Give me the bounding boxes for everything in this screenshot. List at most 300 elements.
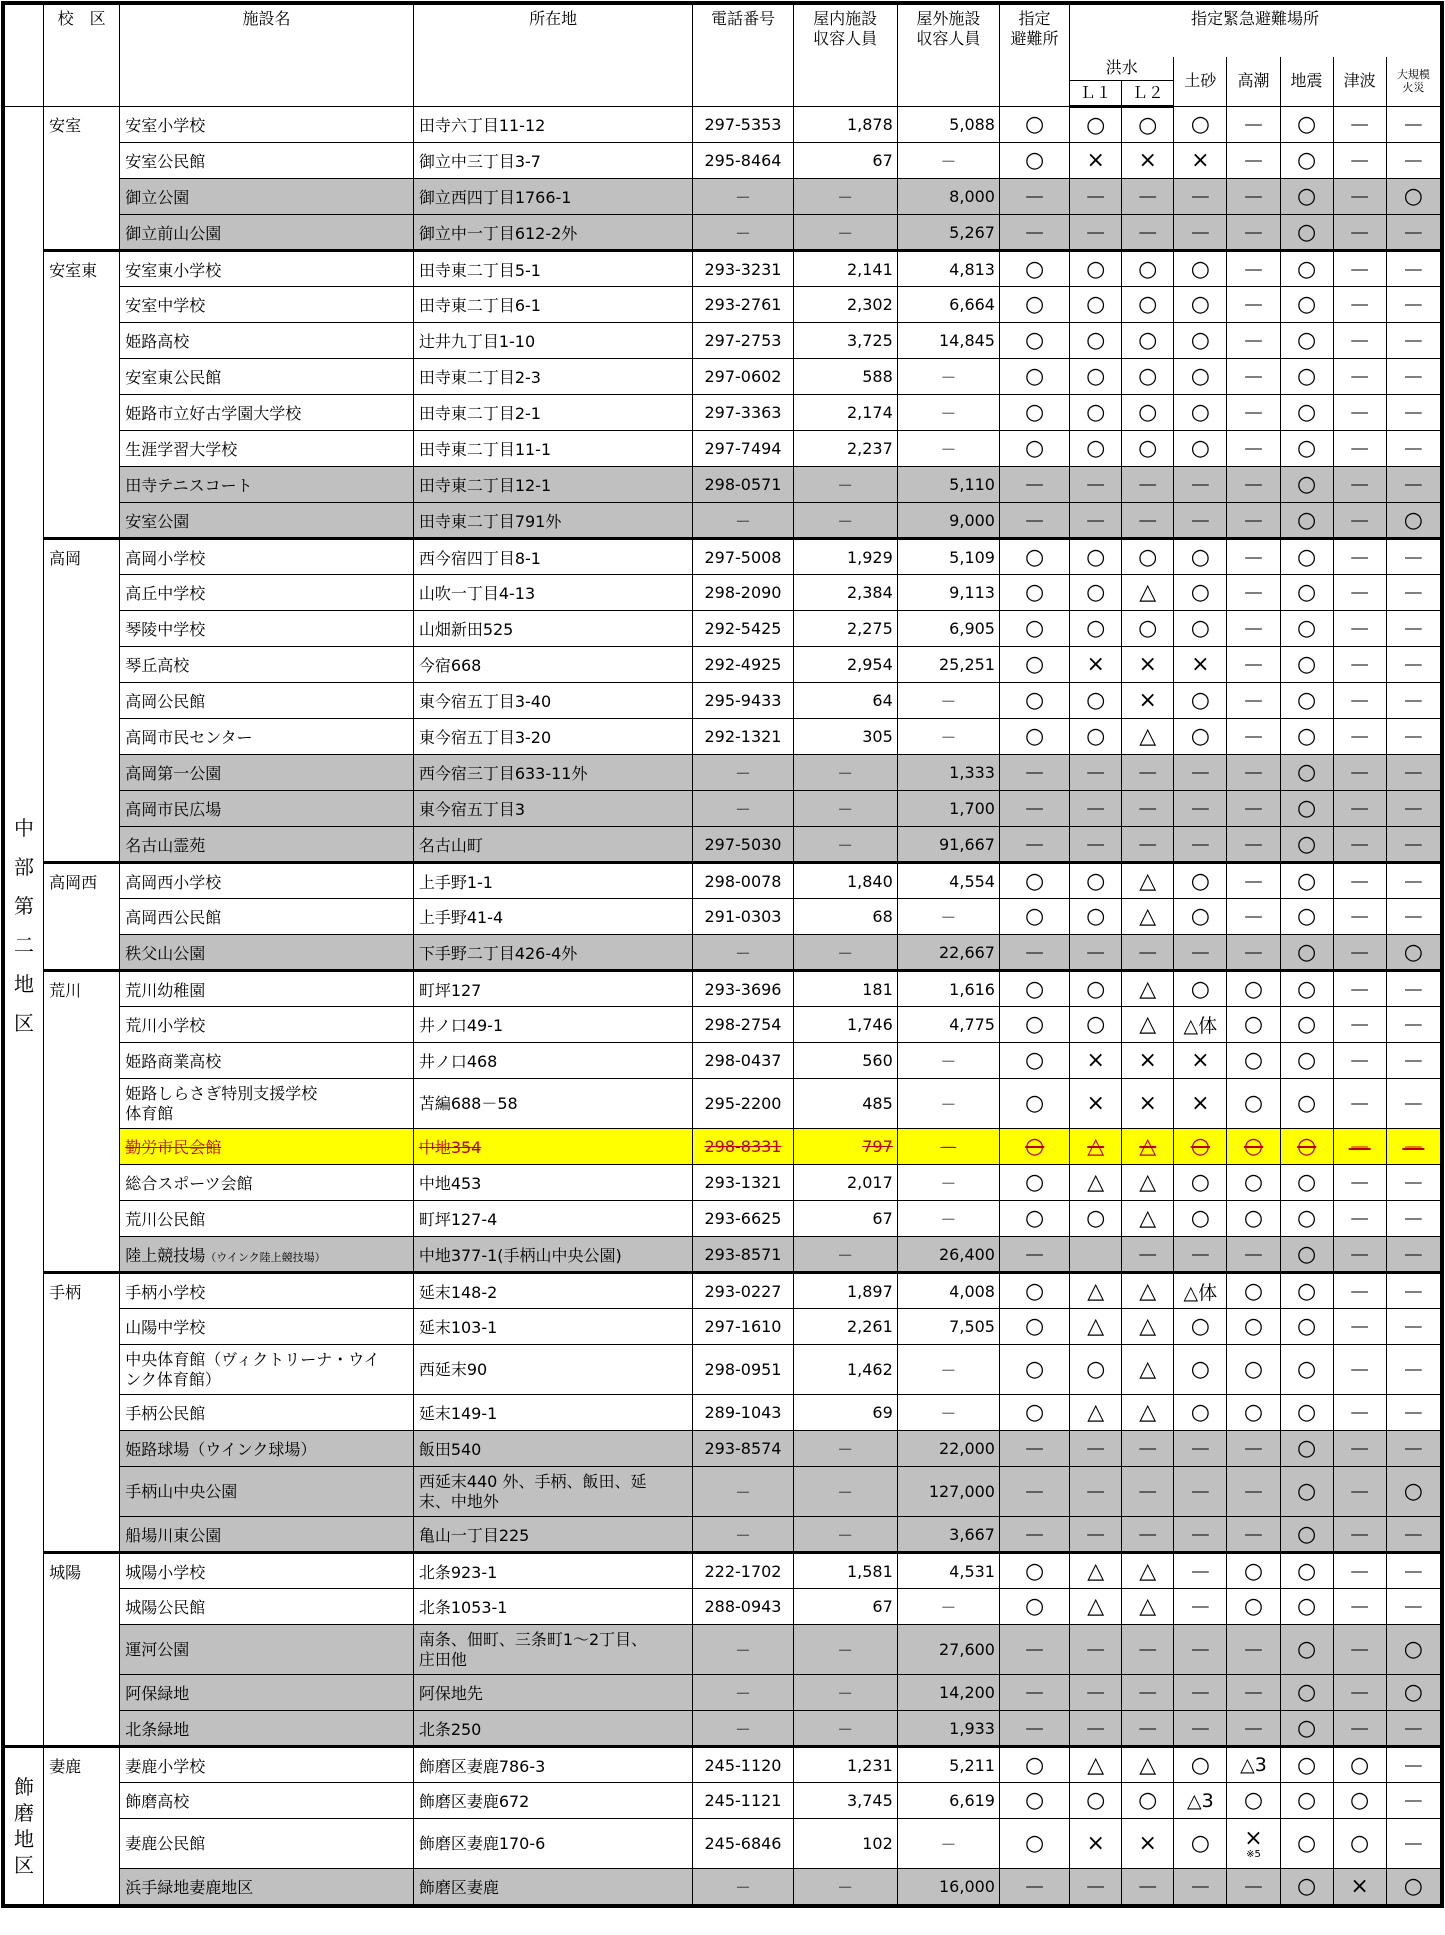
facility-name bbox=[120, 1079, 414, 1129]
earthquake-mark-value: ○ bbox=[1296, 1400, 1317, 1425]
landslide-mark bbox=[1174, 683, 1227, 719]
table-row bbox=[5, 863, 1441, 899]
table-row bbox=[5, 539, 1441, 575]
earthquake-mark bbox=[1280, 395, 1333, 431]
indoor-capacity: 181 bbox=[793, 971, 897, 1007]
landslide-mark bbox=[1174, 1129, 1227, 1165]
flood-l1-mark-value: × bbox=[1086, 652, 1105, 677]
storm-surge-mark bbox=[1227, 1589, 1280, 1625]
facility-name bbox=[120, 1553, 414, 1589]
facility-name-text: 阿保緑地 bbox=[125, 1684, 190, 1703]
flood-l2-mark-value: ○ bbox=[1138, 1788, 1158, 1813]
flood-l2-mark bbox=[1122, 899, 1174, 935]
facility-name bbox=[120, 1273, 414, 1309]
designated-mark-value: ○ bbox=[1024, 1752, 1045, 1778]
table-row bbox=[5, 287, 1441, 323]
landslide-mark bbox=[1174, 1783, 1227, 1819]
facility-name-text: 姫路市立好古学園大学校 bbox=[125, 404, 302, 423]
facility-phone: 292-4925 bbox=[693, 647, 793, 683]
facility-name bbox=[120, 1201, 414, 1237]
large-fire-mark bbox=[1386, 1819, 1440, 1869]
landslide-mark-value: ○ bbox=[1190, 1752, 1210, 1778]
earthquake-mark-value: ○ bbox=[1296, 796, 1317, 821]
flood-l1-mark-value: ○ bbox=[1086, 292, 1106, 317]
designated-mark bbox=[999, 1819, 1069, 1869]
designated-mark-value: ○ bbox=[1024, 112, 1045, 137]
flood-l2-mark bbox=[1122, 827, 1174, 863]
facility-name bbox=[120, 1467, 414, 1517]
designated-mark-value: － bbox=[1023, 1438, 1046, 1463]
facility-name-text: 山陽中学校 bbox=[125, 1318, 206, 1337]
flood-l2-mark bbox=[1122, 611, 1174, 647]
storm-surge-mark bbox=[1227, 1869, 1280, 1905]
earthquake-mark-value: ○ bbox=[1296, 400, 1317, 425]
large-fire-mark bbox=[1386, 1345, 1440, 1395]
designated-mark-value: ○ bbox=[1024, 1278, 1045, 1304]
designated-mark-value: ○ bbox=[1024, 1831, 1045, 1856]
storm-surge-mark-value: － bbox=[1242, 366, 1265, 391]
storm-surge-mark bbox=[1227, 1431, 1280, 1467]
tsunami-mark-value: － bbox=[1348, 1639, 1371, 1664]
facility-name bbox=[120, 1783, 414, 1819]
indoor-capacity: 1,929 bbox=[793, 539, 897, 575]
outdoor-capacity: － bbox=[897, 1589, 999, 1625]
facility-phone: 298-8331 bbox=[693, 1129, 793, 1165]
storm-surge-mark-value: － bbox=[1242, 1876, 1265, 1901]
facility-phone: 293-2761 bbox=[693, 287, 793, 323]
tsunami-mark-value: × bbox=[1350, 1874, 1369, 1899]
storm-surge-mark-value: － bbox=[1242, 870, 1265, 896]
earthquake-mark bbox=[1280, 359, 1333, 395]
header-designated-shelter: 指定 避難所 bbox=[999, 5, 1069, 107]
storm-surge-mark bbox=[1227, 251, 1280, 287]
large-fire-mark-value: ○ bbox=[1403, 939, 1423, 965]
table-row bbox=[5, 1309, 1441, 1345]
tsunami-mark-value: － bbox=[1348, 294, 1371, 319]
flood-l2-mark bbox=[1122, 1819, 1174, 1869]
earthquake-mark-value: ○ bbox=[1296, 939, 1317, 965]
storm-surge-mark bbox=[1227, 359, 1280, 395]
tsunami-mark bbox=[1333, 1589, 1386, 1625]
facility-name bbox=[120, 1819, 414, 1869]
outdoor-capacity: － bbox=[897, 431, 999, 467]
facility-phone: 293-3231 bbox=[693, 251, 793, 287]
tsunami-mark bbox=[1333, 1079, 1386, 1129]
landslide-mark bbox=[1174, 143, 1227, 179]
earthquake-mark-value: ○ bbox=[1296, 1206, 1317, 1231]
table-row bbox=[5, 179, 1441, 215]
designated-mark bbox=[999, 1869, 1069, 1905]
indoor-capacity: 67 bbox=[793, 1589, 897, 1625]
flood-l2-mark bbox=[1122, 215, 1174, 251]
facility-phone: 297-7494 bbox=[693, 431, 793, 467]
facility-name bbox=[120, 1129, 414, 1165]
earthquake-mark bbox=[1280, 143, 1333, 179]
facility-name-text: 高岡市民広場 bbox=[125, 800, 222, 819]
large-fire-mark bbox=[1386, 323, 1440, 359]
district-cell: 中 部 第 二 地 区 bbox=[5, 107, 44, 1747]
flood-l1-mark-value: ○ bbox=[1086, 400, 1106, 425]
facility-address: 東今宿五丁目3-20 bbox=[413, 719, 693, 755]
landslide-mark bbox=[1174, 503, 1227, 539]
designated-mark-value: － bbox=[1023, 1682, 1046, 1707]
facility-address: 山吹一丁目4-13 bbox=[413, 575, 693, 611]
earthquake-mark bbox=[1280, 611, 1333, 647]
flood-l2-mark bbox=[1122, 1589, 1174, 1625]
facility-phone: 293-8574 bbox=[693, 1431, 793, 1467]
storm-surge-mark-value: － bbox=[1242, 509, 1265, 535]
flood-l2-mark-value: △ bbox=[1139, 1206, 1157, 1231]
landslide-mark bbox=[1174, 359, 1227, 395]
facility-address: 中地354 bbox=[413, 1129, 693, 1165]
landslide-mark-value: ○ bbox=[1190, 1831, 1210, 1856]
earthquake-mark bbox=[1280, 575, 1333, 611]
earthquake-mark-value: ○ bbox=[1296, 436, 1317, 461]
large-fire-mark bbox=[1386, 611, 1440, 647]
large-fire-mark-value: － bbox=[1402, 1359, 1425, 1384]
flood-l1-mark bbox=[1070, 935, 1122, 971]
facility-name-text: 御立公園 bbox=[125, 188, 190, 207]
earthquake-mark-value: ○ bbox=[1296, 1788, 1317, 1813]
tsunami-mark-value: － bbox=[1348, 221, 1371, 247]
table-row bbox=[5, 1625, 1441, 1675]
flood-l2-mark bbox=[1122, 323, 1174, 359]
landslide-mark-value: ○ bbox=[1190, 868, 1210, 894]
storm-surge-mark bbox=[1227, 1467, 1280, 1517]
facility-name-text: 手柄小学校 bbox=[125, 1282, 206, 1302]
table-row bbox=[5, 683, 1441, 719]
outdoor-capacity: 1,700 bbox=[897, 791, 999, 827]
facility-name-text: 高岡西小学校 bbox=[125, 872, 222, 892]
landslide-mark-value: ○ bbox=[1190, 1314, 1210, 1339]
flood-l2-mark-value: － bbox=[1136, 941, 1159, 967]
earthquake-mark bbox=[1280, 1553, 1333, 1589]
outdoor-capacity: 22,667 bbox=[897, 935, 999, 971]
indoor-capacity: 2,384 bbox=[793, 575, 897, 611]
designated-mark-value: － bbox=[1023, 798, 1046, 823]
facility-address: 北条250 bbox=[413, 1711, 693, 1747]
earthquake-mark-value: ○ bbox=[1296, 364, 1317, 389]
earthquake-mark-value: ○ bbox=[1296, 292, 1317, 317]
tsunami-mark bbox=[1333, 1517, 1386, 1553]
large-fire-mark bbox=[1386, 1589, 1440, 1625]
flood-l2-mark-value: ○ bbox=[1138, 112, 1158, 138]
flood-l1-mark bbox=[1070, 467, 1122, 503]
earthquake-mark bbox=[1280, 1345, 1333, 1395]
earthquake-mark bbox=[1280, 1079, 1333, 1129]
facility-name-text: 秩父山公園 bbox=[125, 943, 206, 963]
tsunami-mark-value: － bbox=[1348, 330, 1371, 355]
school-district-cell: 高岡 bbox=[44, 539, 120, 863]
facility-phone: 295-2200 bbox=[693, 1079, 793, 1129]
facility-address: 田寺東二丁目11-1 bbox=[413, 431, 693, 467]
tsunami-mark bbox=[1333, 971, 1386, 1007]
table-row bbox=[5, 1553, 1441, 1589]
facility-phone: 295-9433 bbox=[693, 683, 793, 719]
outdoor-capacity: － bbox=[897, 359, 999, 395]
large-fire-mark bbox=[1386, 1273, 1440, 1309]
storm-surge-mark-value: ○ bbox=[1243, 1558, 1264, 1584]
flood-l2-mark bbox=[1122, 1711, 1174, 1747]
flood-l2-mark bbox=[1122, 1201, 1174, 1237]
landslide-mark bbox=[1174, 1819, 1227, 1869]
outdoor-capacity: 8,000 bbox=[897, 179, 999, 215]
earthquake-mark-value: ○ bbox=[1296, 1874, 1317, 1899]
indoor-capacity: 588 bbox=[793, 359, 897, 395]
designated-mark-value: － bbox=[1023, 1243, 1046, 1269]
designated-mark bbox=[999, 1007, 1069, 1043]
facility-name-text: 名古山霊苑 bbox=[125, 835, 206, 855]
facility-phone: － bbox=[693, 755, 793, 791]
indoor-capacity: － bbox=[793, 791, 897, 827]
tsunami-mark-value: － bbox=[1348, 762, 1371, 787]
tsunami-mark bbox=[1333, 755, 1386, 791]
tsunami-mark-value: － bbox=[1348, 258, 1371, 284]
earthquake-mark bbox=[1280, 971, 1333, 1007]
flood-l1-mark-value: ○ bbox=[1086, 976, 1106, 1002]
flood-l1-mark bbox=[1070, 575, 1122, 611]
flood-l2-mark bbox=[1122, 1747, 1174, 1783]
flood-l1-mark-value: ○ bbox=[1086, 868, 1106, 894]
tsunami-mark-value: － bbox=[1348, 1316, 1371, 1341]
large-fire-mark bbox=[1386, 1043, 1440, 1079]
designated-mark-value: ○ bbox=[1024, 1314, 1045, 1339]
facility-phone: 291-0303 bbox=[693, 899, 793, 935]
table-row bbox=[5, 1273, 1441, 1309]
outdoor-capacity: 6,905 bbox=[897, 611, 999, 647]
landslide-mark bbox=[1174, 719, 1227, 755]
facility-address: 田寺東二丁目2-3 bbox=[413, 359, 693, 395]
flood-l1-mark-value: × bbox=[1086, 1048, 1105, 1073]
flood-l1-mark bbox=[1070, 359, 1122, 395]
flood-l2-mark-value: － bbox=[1136, 221, 1159, 247]
tsunami-mark bbox=[1333, 395, 1386, 431]
indoor-capacity: 2,141 bbox=[793, 251, 897, 287]
tsunami-mark bbox=[1333, 1007, 1386, 1043]
tsunami-mark-value: － bbox=[1348, 1682, 1371, 1707]
table-row bbox=[5, 431, 1441, 467]
tsunami-mark-value: － bbox=[1348, 906, 1371, 931]
landslide-mark bbox=[1174, 179, 1227, 215]
flood-l1-mark-value: ○ bbox=[1086, 1206, 1106, 1231]
flood-l1-mark bbox=[1070, 1129, 1122, 1165]
tsunami-mark-value: － bbox=[1348, 1280, 1371, 1306]
large-fire-mark bbox=[1386, 1517, 1440, 1553]
facility-address: 飾磨区妻鹿672 bbox=[413, 1783, 693, 1819]
facility-address: 西延末90 bbox=[413, 1345, 693, 1395]
landslide-mark bbox=[1174, 1517, 1227, 1553]
large-fire-mark bbox=[1386, 1237, 1440, 1273]
large-fire-mark-value: － bbox=[1402, 330, 1425, 355]
flood-l2-mark-value: △ bbox=[1139, 724, 1157, 749]
outdoor-capacity: 4,531 bbox=[897, 1553, 999, 1589]
earthquake-mark bbox=[1280, 1675, 1333, 1711]
flood-l2-mark bbox=[1122, 1345, 1174, 1395]
tsunami-mark-value: － bbox=[1348, 1596, 1371, 1621]
storm-surge-mark-value: － bbox=[1242, 654, 1265, 679]
facility-phone: － bbox=[693, 1711, 793, 1747]
storm-surge-mark bbox=[1227, 971, 1280, 1007]
designated-mark-value: － bbox=[1023, 833, 1046, 859]
large-fire-mark bbox=[1386, 143, 1440, 179]
earthquake-mark-value: ○ bbox=[1296, 760, 1317, 785]
storm-surge-mark bbox=[1227, 1237, 1280, 1273]
facility-phone: － bbox=[693, 215, 793, 251]
flood-l2-mark-value: ○ bbox=[1138, 256, 1158, 282]
landslide-mark-value: × bbox=[1191, 148, 1210, 173]
facility-phone: 298-0078 bbox=[693, 863, 793, 899]
outdoor-capacity: 5,267 bbox=[897, 215, 999, 251]
large-fire-mark-value: ○ bbox=[1403, 1874, 1423, 1899]
table-row bbox=[5, 827, 1441, 863]
tsunami-mark bbox=[1333, 1869, 1386, 1905]
flood-l2-mark bbox=[1122, 1273, 1174, 1309]
storm-surge-mark bbox=[1227, 143, 1280, 179]
landslide-mark-value: ○ bbox=[1190, 256, 1210, 282]
facility-phone: － bbox=[693, 503, 793, 539]
header-facility: 施設名 bbox=[120, 5, 414, 107]
large-fire-mark-value: － bbox=[1402, 1316, 1425, 1341]
large-fire-mark-value: － bbox=[1402, 906, 1425, 931]
designated-mark bbox=[999, 683, 1069, 719]
table-row bbox=[5, 647, 1441, 683]
indoor-capacity: 64 bbox=[793, 683, 897, 719]
flood-l2-mark bbox=[1122, 1395, 1174, 1431]
large-fire-mark bbox=[1386, 1309, 1440, 1345]
outdoor-capacity: 127,000 bbox=[897, 1467, 999, 1517]
facility-name bbox=[120, 683, 414, 719]
indoor-capacity: － bbox=[793, 827, 897, 863]
earthquake-mark bbox=[1280, 1589, 1333, 1625]
earthquake-mark bbox=[1280, 683, 1333, 719]
facility-name-text: 琴丘高校 bbox=[125, 656, 190, 675]
earthquake-mark bbox=[1280, 431, 1333, 467]
landslide-mark-value: △3 bbox=[1187, 1789, 1214, 1812]
large-fire-mark-value: － bbox=[1402, 1172, 1425, 1197]
flood-l2-mark-value: × bbox=[1138, 1048, 1157, 1073]
large-fire-mark-value: － bbox=[1402, 114, 1425, 139]
facility-phone: 292-5425 bbox=[693, 611, 793, 647]
flood-l2-mark bbox=[1122, 935, 1174, 971]
landslide-mark bbox=[1174, 323, 1227, 359]
flood-l1-mark bbox=[1070, 1675, 1122, 1711]
indoor-capacity: － bbox=[793, 1431, 897, 1467]
tsunami-mark bbox=[1333, 1467, 1386, 1517]
indoor-capacity: 797 bbox=[793, 1129, 897, 1165]
flood-l1-mark-value: ○ bbox=[1086, 688, 1106, 713]
storm-surge-mark bbox=[1227, 107, 1280, 143]
indoor-capacity: 305 bbox=[793, 719, 897, 755]
flood-l1-mark-value: ○ bbox=[1086, 1012, 1106, 1037]
tsunami-mark bbox=[1333, 1129, 1386, 1165]
flood-l2-mark bbox=[1122, 539, 1174, 575]
tsunami-mark-value: － bbox=[1348, 690, 1371, 715]
facility-name-text: 浜手緑地妻鹿地区 bbox=[125, 1878, 254, 1897]
facility-phone: － bbox=[693, 1625, 793, 1675]
landslide-mark bbox=[1174, 467, 1227, 503]
landslide-mark bbox=[1174, 971, 1227, 1007]
storm-surge-mark bbox=[1227, 1553, 1280, 1589]
flood-l2-mark bbox=[1122, 503, 1174, 539]
table-row bbox=[5, 971, 1441, 1007]
large-fire-mark bbox=[1386, 971, 1440, 1007]
large-fire-mark bbox=[1386, 1675, 1440, 1711]
designated-mark bbox=[999, 1783, 1069, 1819]
tsunami-mark bbox=[1333, 1625, 1386, 1675]
landslide-mark bbox=[1174, 755, 1227, 791]
earthquake-mark-value: ○ bbox=[1296, 616, 1317, 641]
table-row bbox=[5, 143, 1441, 179]
outdoor-capacity: 91,667 bbox=[897, 827, 999, 863]
landslide-mark-value: ○ bbox=[1190, 976, 1210, 1002]
earthquake-mark bbox=[1280, 1625, 1333, 1675]
flood-l1-mark-value: － bbox=[1084, 1438, 1107, 1463]
tsunami-mark bbox=[1333, 107, 1386, 143]
flood-l2-mark-value: △ bbox=[1139, 868, 1157, 894]
landslide-mark-value: － bbox=[1189, 1438, 1212, 1463]
flood-l1-mark-value: △ bbox=[1087, 1314, 1105, 1339]
designated-mark bbox=[999, 611, 1069, 647]
landslide-mark-value: － bbox=[1189, 186, 1212, 211]
tsunami-mark-value: － bbox=[1348, 474, 1371, 499]
storm-surge-mark bbox=[1227, 1043, 1280, 1079]
flood-l2-mark-value: △ bbox=[1139, 1400, 1157, 1425]
facility-name bbox=[120, 431, 414, 467]
designated-mark-value: － bbox=[1023, 221, 1046, 247]
facility-name bbox=[120, 575, 414, 611]
school-district-cell: 妻鹿 bbox=[44, 1747, 120, 1905]
flood-l2-mark-value: △ bbox=[1139, 1314, 1157, 1339]
facility-phone: － bbox=[693, 1517, 793, 1553]
flood-l2-mark bbox=[1122, 1625, 1174, 1675]
facility-name-text: 中央体育館（ヴィクトリーナ・ウイ ンク体育館） bbox=[125, 1349, 380, 1389]
landslide-mark bbox=[1174, 863, 1227, 899]
indoor-capacity: 560 bbox=[793, 1043, 897, 1079]
flood-l2-mark bbox=[1122, 251, 1174, 287]
facility-address: 阿保地先 bbox=[413, 1675, 693, 1711]
earthquake-mark-value: ○ bbox=[1296, 256, 1317, 282]
storm-surge-mark bbox=[1227, 719, 1280, 755]
outdoor-capacity: 1,616 bbox=[897, 971, 999, 1007]
storm-surge-mark-value: ○ bbox=[1243, 1357, 1264, 1382]
tsunami-mark-value: ○ bbox=[1350, 1831, 1370, 1856]
flood-l1-mark bbox=[1070, 1819, 1122, 1869]
outdoor-capacity: 6,664 bbox=[897, 287, 999, 323]
facility-name bbox=[120, 971, 414, 1007]
header-storm-surge: 高潮 bbox=[1227, 57, 1280, 107]
tsunami-mark-value: － bbox=[1348, 1523, 1371, 1549]
facility-name bbox=[120, 179, 414, 215]
designated-mark bbox=[999, 143, 1069, 179]
large-fire-mark bbox=[1386, 647, 1440, 683]
facility-name-text: 総合スポーツ会館 bbox=[125, 1174, 253, 1193]
flood-l1-mark bbox=[1070, 143, 1122, 179]
header-address: 所在地 bbox=[413, 5, 693, 107]
designated-mark-value: ○ bbox=[1024, 1012, 1045, 1037]
flood-l2-mark-value: △ bbox=[1139, 904, 1157, 929]
landslide-mark bbox=[1174, 1625, 1227, 1675]
earthquake-mark bbox=[1280, 1517, 1333, 1553]
storm-surge-mark bbox=[1227, 1273, 1280, 1309]
flood-l1-mark-value: － bbox=[1084, 221, 1107, 247]
facility-address: 辻井九丁目1-10 bbox=[413, 323, 693, 359]
indoor-capacity: 69 bbox=[793, 1395, 897, 1431]
flood-l2-mark bbox=[1122, 107, 1174, 143]
designated-mark-value: － bbox=[1023, 1523, 1046, 1549]
table-row bbox=[5, 215, 1441, 251]
outdoor-capacity: 1,333 bbox=[897, 755, 999, 791]
large-fire-mark bbox=[1386, 179, 1440, 215]
